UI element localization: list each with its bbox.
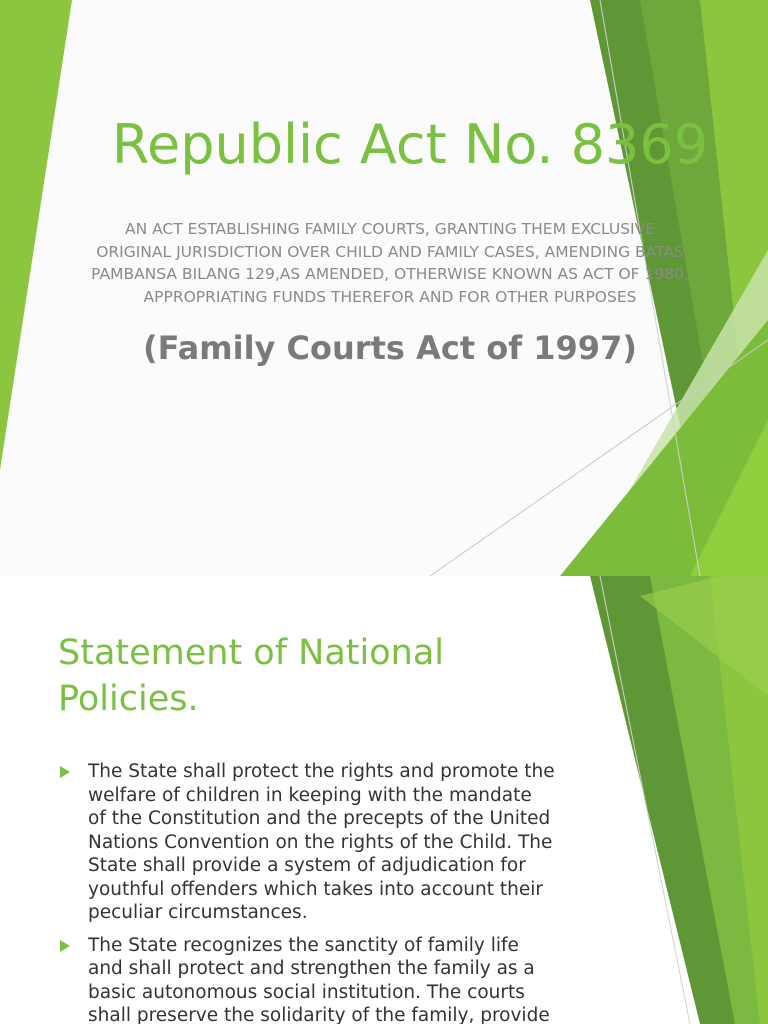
act-description <box>60 218 720 308</box>
slide1-title: Republic Act No. 8369 <box>111 113 709 176</box>
bullet-text-line: basic autonomous social institution. The courts <box>88 981 525 1003</box>
bullet-arrow-icon <box>60 940 70 952</box>
bullet-text-line: youthful offenders which takes into account their <box>88 878 543 900</box>
slide2-title-line: Policies. <box>58 679 199 719</box>
act-description-line: APPROPRIATING FUNDS THEREFOR AND FOR OTHER PURPOSES <box>143 287 637 306</box>
policies-slide <box>0 576 768 1024</box>
act-description-line: ORIGINAL JURISDICTION OVER CHILD AND FAMILY CASES, AMENDING BATAS <box>96 242 684 261</box>
bullet-text-line: The State shall protect the rights and promote the <box>88 761 555 782</box>
slide2-title-line: Statement of National <box>58 633 445 673</box>
bullet-text-line: shall preserve the solidarity of the family, provide <box>88 1005 550 1024</box>
bullet-text-line: Nations Convention on the rights of the Child. The <box>88 831 553 853</box>
act-description-line: AN ACT ESTABLISHING FAMILY COURTS, GRANTING THEM EXCLUSIVE <box>124 220 656 238</box>
bullet-text-line: of the Constitution and the precepts of the United <box>88 808 551 829</box>
bullet-item <box>60 760 600 925</box>
bullet-arrow-icon <box>60 766 70 778</box>
bullet-item <box>60 934 600 1024</box>
bullet-text-line: welfare of children in keeping with the mandate <box>88 784 532 806</box>
short-title: (Family Courts Act of 1997) <box>143 329 637 367</box>
bullet-text-line: peculiar circumstances. <box>88 902 308 923</box>
bullet-text-line: State shall provide a system of adjudication for <box>88 855 526 876</box>
policy-bullets <box>60 760 600 1024</box>
bullet-text-line: and shall protect and strengthen the family as a <box>88 958 535 979</box>
act-description-line: PAMBANSA BILANG 129,AS AMENDED, OTHERWISE KNOWN AS ACT OF 1980, <box>91 265 689 283</box>
bullet-text-line: The State recognizes the sanctity of family life <box>88 934 519 956</box>
slide2-title <box>58 630 578 722</box>
